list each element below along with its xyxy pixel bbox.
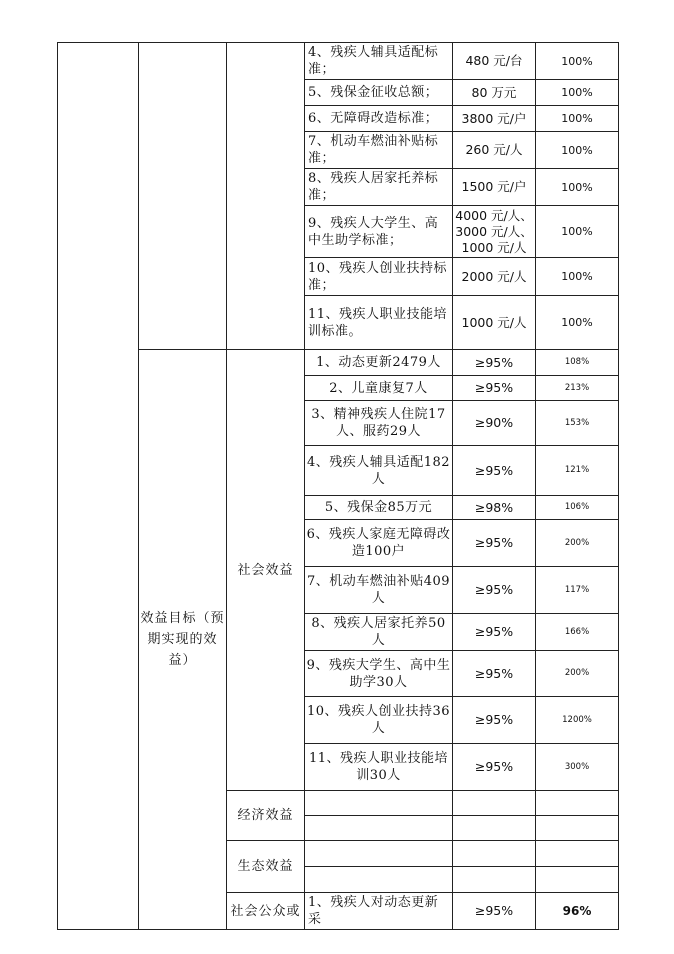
rate-cell (536, 867, 619, 893)
indicator-cell: 9、残疾大学生、高中生助学30人 (305, 651, 453, 697)
rate-cell: 1200% (536, 697, 619, 744)
indicator-cell: 8、残疾人居家托养标准； (305, 169, 453, 206)
indicator-table (57, 42, 619, 930)
ecological-benefit-cell: 生态效益 (227, 841, 305, 893)
target-cell (453, 867, 536, 893)
indicator-cell (305, 791, 453, 816)
indicator-cell: 1、残疾人对动态更新采 (305, 893, 453, 930)
target-cell: ≥95% (453, 744, 536, 791)
target-cell: 260 元/人 (453, 132, 536, 169)
indicator-cell: 4、残疾人辅具适配182人 (305, 446, 453, 496)
rate-cell: 200% (536, 651, 619, 697)
rate-cell: 100% (536, 206, 619, 258)
rate-cell: 100% (536, 296, 619, 350)
indicator-cell: 7、机动车燃油补贴标准； (305, 132, 453, 169)
indicator-cell: 7、机动车燃油补贴409人 (305, 567, 453, 614)
target-cell: ≥98% (453, 496, 536, 520)
rate-cell (536, 791, 619, 816)
rate-cell: 100% (536, 258, 619, 296)
rate-cell: 213% (536, 376, 619, 401)
rate-cell (536, 816, 619, 841)
rate-cell: 96% (536, 893, 619, 930)
indicator-cell: 5、残保金征收总额； (305, 80, 453, 106)
indicator-cell: 4、残疾人辅具适配标准； (305, 43, 453, 80)
target-cell: 1000 元/人 (453, 296, 536, 350)
table-row (58, 43, 619, 80)
rate-cell: 153% (536, 401, 619, 446)
table-row (58, 350, 619, 376)
rate-cell: 100% (536, 80, 619, 106)
indicator-cell (305, 867, 453, 893)
performance-table (57, 42, 618, 930)
indicator-cell: 11、残疾人职业技能培训标准。 (305, 296, 453, 350)
rate-cell: 166% (536, 614, 619, 651)
target-cell: ≥95% (453, 520, 536, 567)
target-cell: 480 元/台 (453, 43, 536, 80)
target-cell: 80 万元 (453, 80, 536, 106)
rate-cell: 108% (536, 350, 619, 376)
category-cell-blank (139, 43, 227, 350)
left-blank-cell (58, 43, 139, 930)
indicator-cell (305, 841, 453, 867)
rate-cell: 100% (536, 106, 619, 132)
target-cell (453, 816, 536, 841)
target-cell: 4000 元/人、3000 元/人、1000 元/人 (453, 206, 536, 258)
target-cell (453, 791, 536, 816)
rate-cell: 100% (536, 43, 619, 80)
target-cell: 2000 元/人 (453, 258, 536, 296)
indicator-cell: 6、无障碍改造标准； (305, 106, 453, 132)
target-cell: ≥95% (453, 567, 536, 614)
indicator-cell: 10、残疾人创业扶持标准； (305, 258, 453, 296)
benefit-category-cell: 效益目标（预期实现的效益） (139, 350, 227, 930)
rate-cell: 117% (536, 567, 619, 614)
indicator-cell: 8、残疾人居家托养50人 (305, 614, 453, 651)
rate-cell: 106% (536, 496, 619, 520)
social-benefit-cell: 社会效益 (227, 350, 305, 791)
target-cell: ≥95% (453, 350, 536, 376)
rate-cell: 100% (536, 169, 619, 206)
indicator-cell: 2、儿童康复7人 (305, 376, 453, 401)
target-cell: ≥95% (453, 376, 536, 401)
subcategory-cell-blank (227, 43, 305, 350)
rate-cell: 200% (536, 520, 619, 567)
satisfaction-cell: 社会公众或 (227, 893, 305, 930)
economic-benefit-cell: 经济效益 (227, 791, 305, 841)
rate-cell: 121% (536, 446, 619, 496)
target-cell: ≥95% (453, 446, 536, 496)
target-cell: ≥90% (453, 401, 536, 446)
indicator-cell: 10、残疾人创业扶持36人 (305, 697, 453, 744)
target-cell: 1500 元/户 (453, 169, 536, 206)
indicator-cell (305, 816, 453, 841)
target-cell: ≥95% (453, 651, 536, 697)
indicator-cell: 1、动态更新2479人 (305, 350, 453, 376)
rate-cell: 100% (536, 132, 619, 169)
rate-cell (536, 841, 619, 867)
indicator-cell: 6、残疾人家庭无障碍改造100户 (305, 520, 453, 567)
indicator-cell: 3、精神残疾人住院17人、服药29人 (305, 401, 453, 446)
rate-cell: 300% (536, 744, 619, 791)
target-cell: ≥95% (453, 614, 536, 651)
indicator-cell: 11、残疾人职业技能培训30人 (305, 744, 453, 791)
target-cell (453, 841, 536, 867)
target-cell: ≥95% (453, 697, 536, 744)
target-cell: 3800 元/户 (453, 106, 536, 132)
indicator-cell: 5、残保金85万元 (305, 496, 453, 520)
target-cell: ≥95% (453, 893, 536, 930)
indicator-cell: 9、残疾人大学生、高中生助学标准； (305, 206, 453, 258)
